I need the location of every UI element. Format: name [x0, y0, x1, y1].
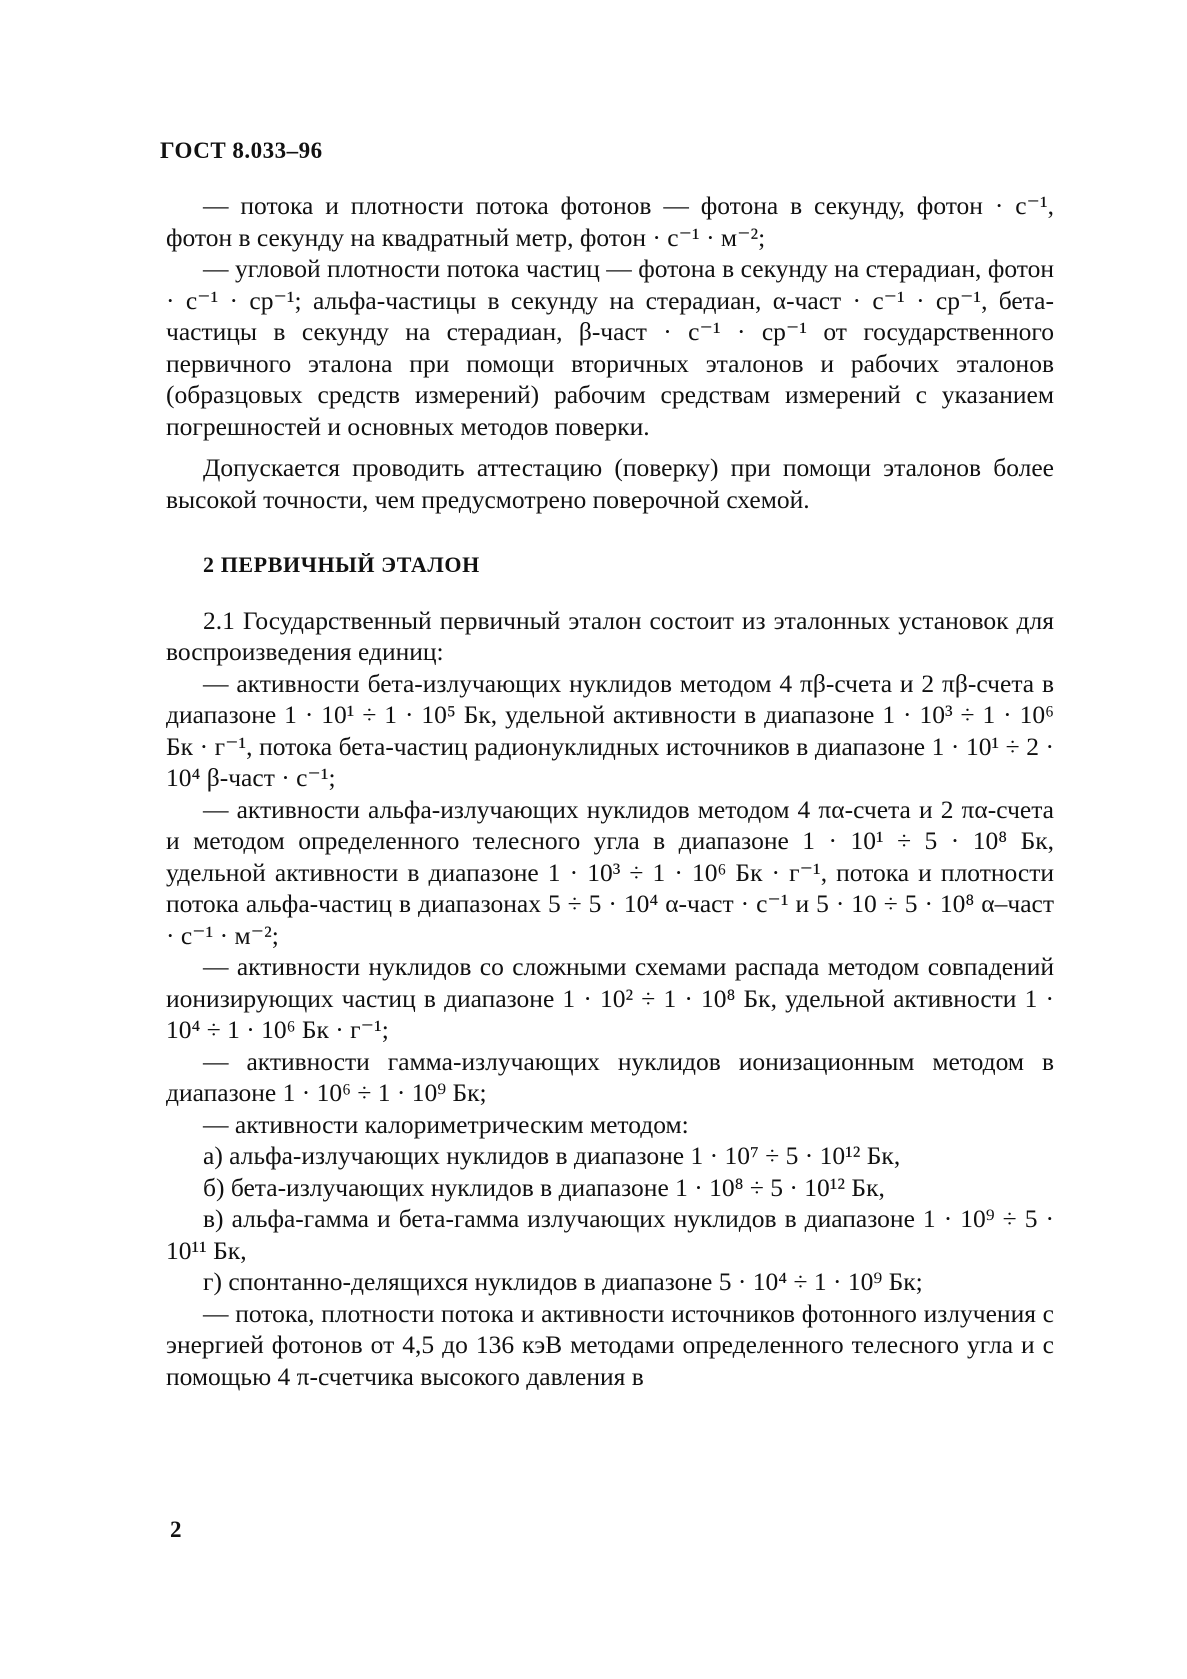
- sub-item-v: в) альфа-гамма и бета-гамма излучающих нуклидов в диапазоне 1 · 10⁹ ÷ 5 · 10¹¹ Бк,: [166, 1204, 1054, 1265]
- document-code-header: ГОСТ 8.033–96: [160, 138, 323, 163]
- sub-item-a: а) альфа-излучающих нуклидов в диапазоне 1 · 10⁷ ÷ 5 · 10¹² Бк,: [203, 1141, 901, 1170]
- paragraph-permission: Допускается проводить аттестацию (поверку) при помощи эталонов более высокой точности, чем предусмотрено поверочной схемой.: [166, 453, 1054, 514]
- page-number: 2: [170, 1517, 182, 1542]
- sub-item-g: г) спонтанно-делящихся нуклидов в диапазоне 5 · 10⁴ ÷ 1 · 10⁹ Бк;: [203, 1267, 923, 1296]
- list-item-beta-activity: — активности бета-излучающих нуклидов методом 4 πβ-счета и 2 πβ-счета в диапазоне 1 · 10¹ ÷ 1 · 10⁵ Бк, удельной активности в диапазоне 1 · 10³ ÷ 1 · 10⁶ Бк · г⁻¹, потока бета-частиц радионуклидных источников в диапазоне 1 · 10¹ ÷ 2 · 10⁴ β-част · с⁻¹;: [166, 668, 1054, 792]
- page-body: [166, 190, 1054, 1392]
- list-item-alpha-activity: — активности альфа-излучающих нуклидов методом 4 πα-счета и 2 πα-счета и методом определенного телесного угла в диапазоне 1 · 10¹ ÷ 5 · 10⁸ Бк, удельной активности в диапазоне 1 · 10³ ÷ 1 · 10⁶ Бк · г⁻¹, потока и плотности потока альфа-частиц в диапазонах 5 ÷ 5 · 10⁴ α-част · с⁻¹ и 5 · 10 ÷ 5 · 10⁸ α–част · с⁻¹ · м⁻²;: [166, 794, 1054, 950]
- list-item-calorimetric: — активности калориметрическим методом:: [203, 1109, 689, 1139]
- paragraph-photon-flux: — потока и плотности потока фотонов — фотона в секунду, фотон · с⁻¹, фотон в секунду на квадратный метр, фотон · с⁻¹ · м⁻²;: [166, 191, 1054, 252]
- list-item-complex-decay: — активности нуклидов со сложными схемами распада методом совпадений ионизирующих частиц в диапазоне 1 · 10² ÷ 1 · 10⁸ Бк, удельной активности 1 · 10⁴ ÷ 1 · 10⁶ Бк · г⁻¹;: [166, 952, 1054, 1044]
- paragraph-angular-density: — угловой плотности потока частиц — фотона в секунду на стерадиан, фотон · с⁻¹ · ср⁻¹; альфа-частицы в секунду на стерадиан, α-част · с⁻¹ · ср⁻¹, бета-частицы в секунду на стерадиан, β-част · с⁻¹ · ср⁻¹ от государственного первичного эталона при помощи вторичных эталонов и рабочих эталонов (образцовых средств измерений) рабочим средствам измерений с указанием погрешностей и основных методов поверки.: [166, 254, 1054, 441]
- section-heading: 2 ПЕРВИЧНЫЙ ЭТАЛОН: [203, 552, 480, 577]
- sub-item-b: б) бета-излучающих нуклидов в диапазоне 1 · 10⁸ ÷ 5 · 10¹² Бк,: [203, 1172, 885, 1202]
- paragraph-2-1: 2.1 Государственный первичный эталон состоит из эталонных установок для воспроизведения единиц:: [166, 605, 1054, 666]
- list-item-gamma-activity: — активности гамма-излучающих нуклидов ионизационным методом в диапазоне 1 · 10⁶ ÷ 1 · 10⁹ Бк;: [166, 1046, 1054, 1107]
- list-item-photon-sources: — потока, плотности потока и активности источников фотонного излучения с энергией фотонов от 4,5 до 136 кэВ методами определенного телесного угла и с помощью 4 π-счетчика высокого давления в: [166, 1298, 1054, 1391]
